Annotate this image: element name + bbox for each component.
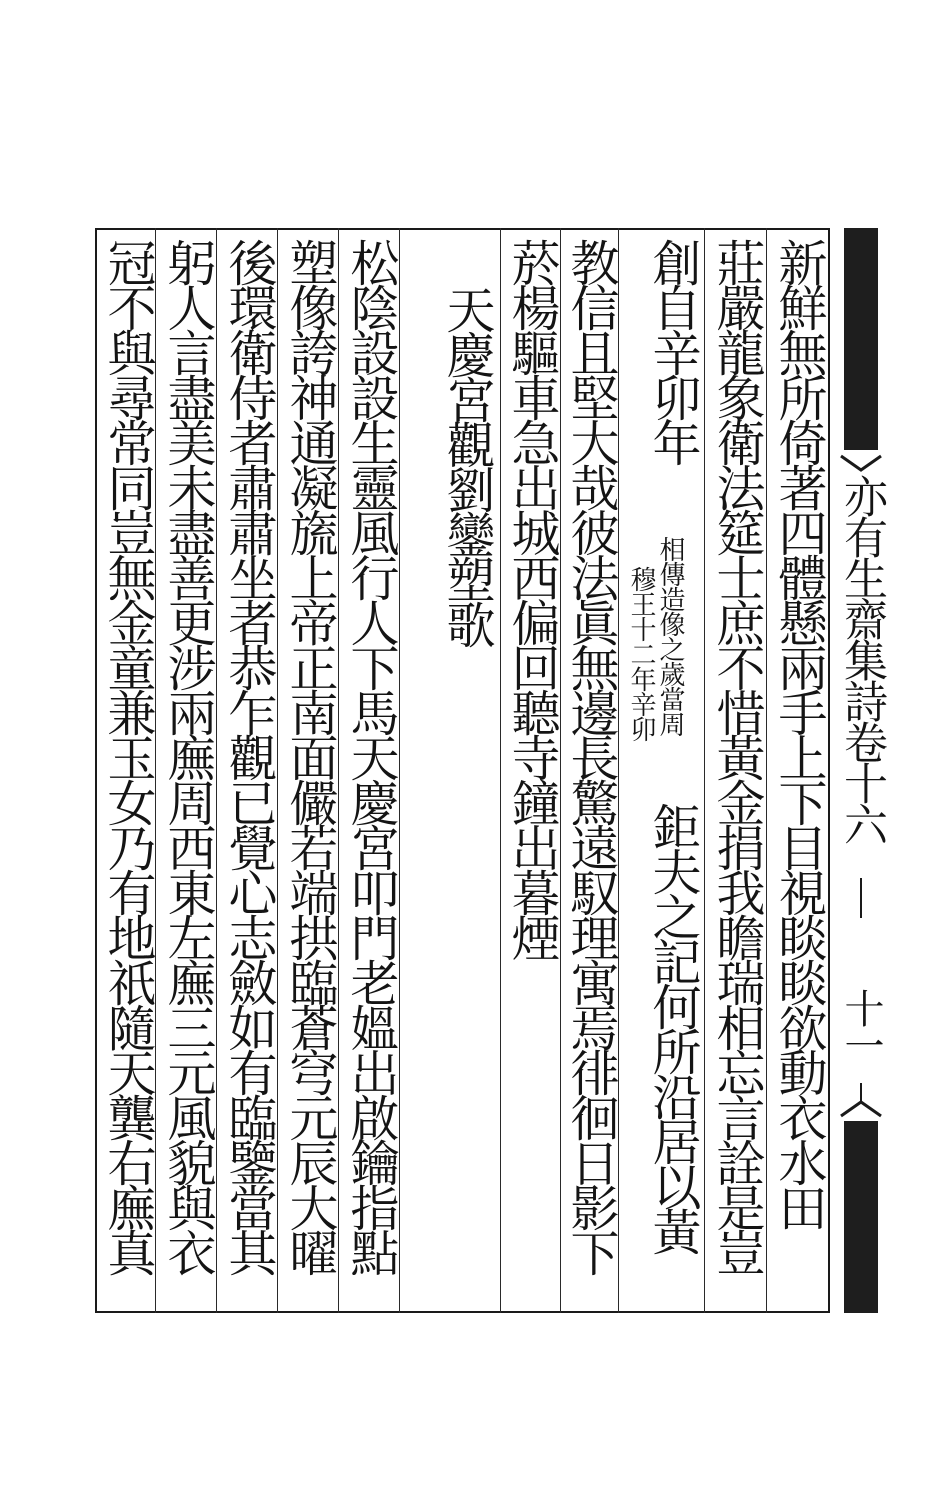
black-mouth-top	[844, 228, 878, 450]
black-mouth-bottom	[844, 1121, 878, 1313]
fishtail-top-icon	[839, 454, 883, 472]
text-column-4: 教信且堅大哉彼法眞無邊長驚遠馭理寓焉徘徊日影下	[563, 238, 620, 1273]
text-column-10: 躬人言盡美未盡善更涉兩廡周西東左廡三元風貌與衣	[160, 238, 217, 1273]
inline-note-left: 穆王十二年辛卯	[626, 566, 656, 741]
text-column-1: 新鮮無所倚著四體懸兩手上下目視睒睒欲動衣水田	[771, 238, 828, 1228]
book-title: 亦有生齋集詩卷十六	[836, 474, 887, 843]
poem-title: 天慶宮觀劉鑾塑歌	[439, 285, 496, 645]
text-column-9: 後環衛侍者肅肅坐者恭乍觀已覺心志斂如有臨鑒當其	[221, 238, 278, 1273]
column-rule	[500, 228, 501, 1313]
text-column-3-tail: 鉅夫之記何所沿居以黃	[645, 802, 702, 1252]
column-rule	[704, 228, 705, 1313]
banner-rule	[860, 878, 862, 918]
text-column-3-head: 創自辛卯年	[645, 238, 702, 463]
text-column-8: 塑像誇神通凝旒上帝正南面儼若端拱臨蒼穹元辰大曜	[282, 238, 339, 1273]
text-column-7: 松陰設設生靈風行人下馬天慶宮叩門老媼出啟鑰指點	[343, 238, 400, 1273]
text-column-11: 冠不與尋常同豈無金童兼玉女乃有地祇隨天龔右廡真	[100, 238, 157, 1273]
fishtail-bottom-icon	[839, 1100, 883, 1118]
inline-note-right: 相傳造像之歲當周	[655, 536, 685, 736]
folio-number: 十一	[838, 988, 884, 1062]
center-banner	[836, 228, 886, 1313]
text-column-2: 莊嚴龍象衛法筵士庶不惜黃金捐我瞻瑞相忘言詮是豈	[709, 238, 766, 1273]
column-rule	[766, 228, 767, 1313]
text-column-5: 菸楊驅車急出城西偏回聽寺鐘出暮煙	[504, 238, 561, 958]
